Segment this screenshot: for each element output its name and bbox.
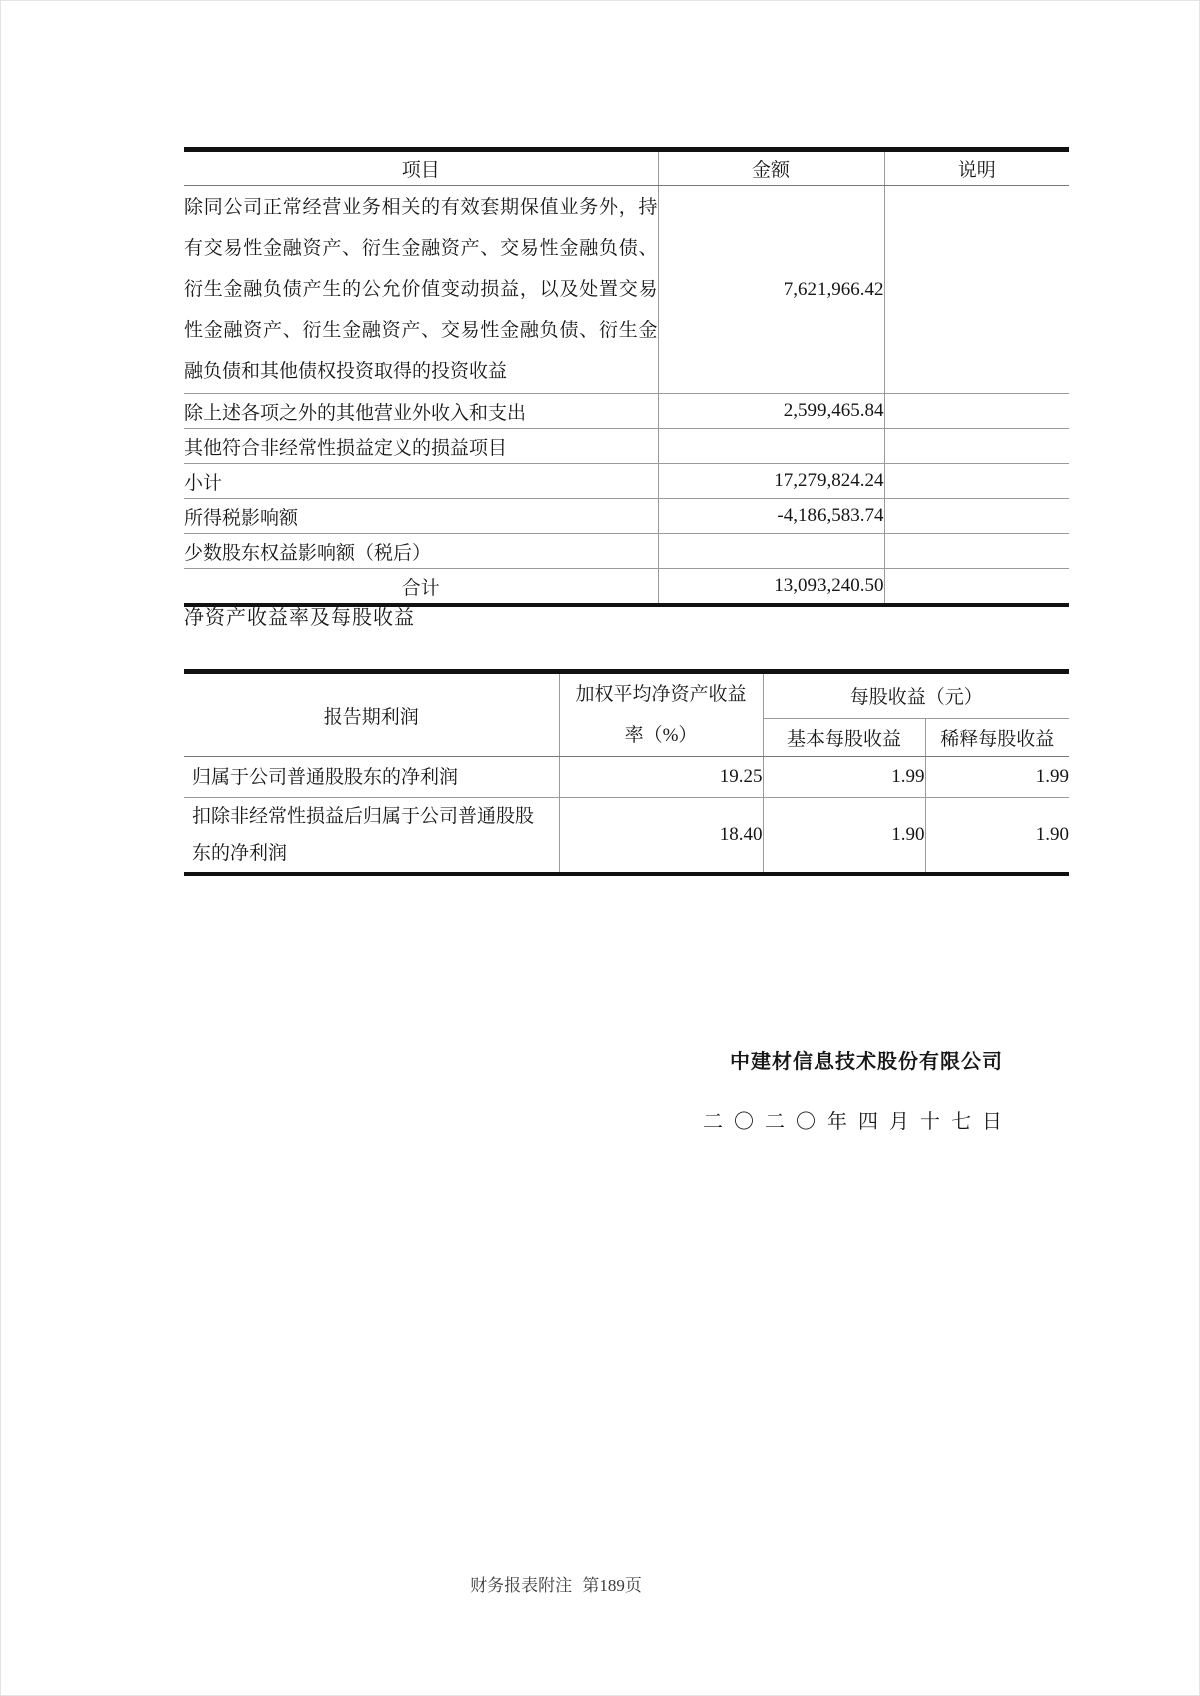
profit-label-cell: 归属于公司普通股股东的净利润 xyxy=(184,757,559,798)
diluted-eps-cell: 1.99 xyxy=(925,757,1069,798)
roe-cell: 19.25 xyxy=(559,757,763,798)
table-header-row xyxy=(184,672,1069,719)
table-total-row xyxy=(184,569,1069,606)
column-header-profit: 报告期利润 xyxy=(184,672,559,757)
roe-eps-table xyxy=(184,669,1069,876)
item-cell: 所得税影响额 xyxy=(184,499,658,534)
item-cell: 少数股东权益影响额（税后） xyxy=(184,534,658,569)
amount-cell: 17,279,824.24 xyxy=(658,464,884,499)
column-header-eps-group: 每股收益（元） xyxy=(763,672,1069,719)
table-row xyxy=(184,798,1069,875)
note-cell xyxy=(884,569,1069,606)
non-recurring-items-table xyxy=(184,147,1069,607)
table-row xyxy=(184,394,1069,429)
total-amount-cell: 13,093,240.50 xyxy=(658,569,884,606)
note-cell xyxy=(884,394,1069,429)
note-cell xyxy=(884,429,1069,464)
column-header-item: 项目 xyxy=(184,150,658,186)
note-cell xyxy=(884,499,1069,534)
section-title: 净资产收益率及每股收益 xyxy=(184,607,415,629)
roe-cell: 18.40 xyxy=(559,798,763,875)
item-cell: 除同公司正常经营业务相关的有效套期保值业务外，持有交易性金融资产、衍生金融资产、交易性金融负债、衍生金融负债产生的公允价值变动损益，以及处置交易性金融资产、衍生金融资产、交易性金融负债、衍生金融负债和其他债权投资取得的投资收益 xyxy=(184,186,658,394)
company-name: 中建材信息技术股份有限公司 xyxy=(730,1051,1003,1073)
column-header-note: 说明 xyxy=(884,150,1069,186)
profit-label-cell: 扣除非经常性损益后归属于公司普通股股东的净利润 xyxy=(192,806,535,864)
table-row xyxy=(184,499,1069,534)
diluted-eps-cell: 1.90 xyxy=(925,798,1069,875)
table-row xyxy=(184,429,1069,464)
column-header-basic-eps: 基本每股收益 xyxy=(763,718,925,756)
amount-cell: -4,186,583.74 xyxy=(658,499,884,534)
basic-eps-cell: 1.99 xyxy=(763,757,925,798)
column-header-amount: 金额 xyxy=(658,150,884,186)
column-header-roe xyxy=(559,672,763,757)
page-footer: 财务报表附注 第189页 xyxy=(470,1576,642,1595)
item-cell: 其他符合非经常性损益定义的损益项目 xyxy=(184,429,658,464)
table-header-row xyxy=(184,150,1069,186)
amount-cell: 2,599,465.84 xyxy=(658,394,884,429)
amount-cell: 7,621,966.42 xyxy=(658,186,884,394)
roe-header-line2: 率（%） xyxy=(624,725,698,746)
basic-eps-cell: 1.90 xyxy=(763,798,925,875)
note-cell xyxy=(884,464,1069,499)
table-row xyxy=(184,464,1069,499)
total-label-cell: 合计 xyxy=(401,577,440,599)
item-cell: 除上述各项之外的其他营业外收入和支出 xyxy=(184,394,658,429)
table-row xyxy=(184,534,1069,569)
item-cell: 小计 xyxy=(184,464,658,499)
note-cell xyxy=(884,534,1069,569)
column-header-diluted-eps: 稀释每股收益 xyxy=(925,718,1069,756)
note-cell xyxy=(884,186,1069,394)
table-row xyxy=(184,757,1069,798)
signature-date: 二〇二〇年四月十七日 xyxy=(703,1111,1013,1133)
amount-cell xyxy=(658,534,884,569)
roe-header-line1: 加权平均净资产收益 xyxy=(575,684,747,705)
amount-cell xyxy=(658,429,884,464)
table-row xyxy=(184,186,1069,394)
